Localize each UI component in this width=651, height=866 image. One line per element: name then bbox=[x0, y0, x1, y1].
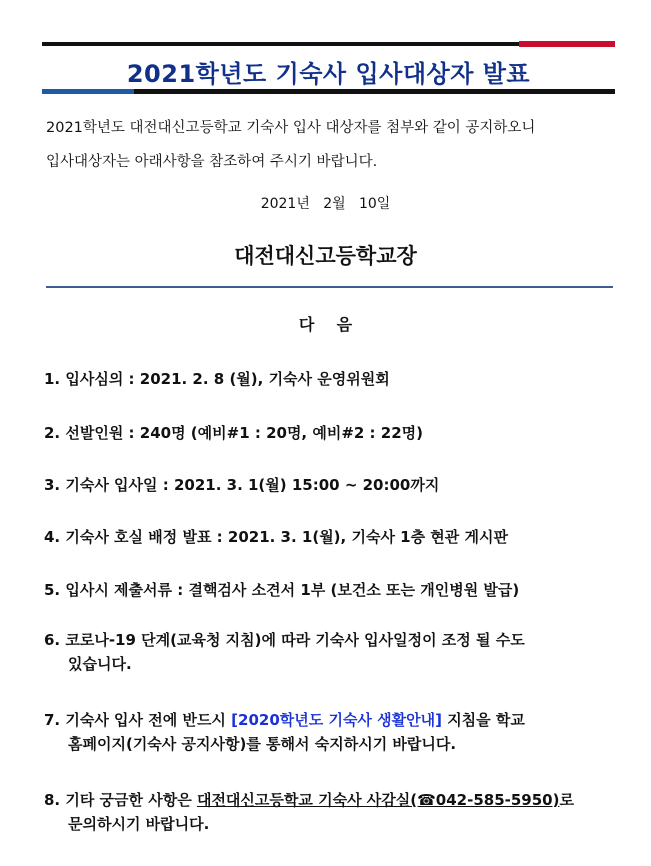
list-item-6-line-2: 있습니다. bbox=[68, 655, 132, 673]
section-divider bbox=[46, 286, 613, 288]
list-item-8-line-2: 문의하시기 바랍니다. bbox=[68, 815, 210, 833]
list-item-6-line-1: 6. 코로나-19 단계(교육청 지침)에 따라 기숙사 입사일정이 조정 될 수도 bbox=[44, 631, 525, 649]
dorm-office-contact: 대전대신고등학교 기숙사 사감실(☎042-585-5950) bbox=[196, 791, 560, 809]
list-item-5-text: 5. 입사시 제출서류 : 결핵검사 소견서 1부 (보건소 또는 개인병원 발급) bbox=[44, 581, 520, 599]
header-rule-accent-red bbox=[519, 41, 615, 47]
list-item-1 bbox=[44, 367, 614, 391]
list-item-3 bbox=[44, 473, 614, 497]
list-item-8-text-a: 8. 기타 궁금한 사항은 bbox=[44, 791, 197, 809]
list-item-3-text: 3. 기숙사 입사일 : 2021. 3. 1(월) 15:00 ~ 20:00까지 bbox=[44, 476, 440, 494]
intro-line-2: 입사대상자는 아래사항을 참조하여 주시기 바랍니다. bbox=[46, 154, 378, 170]
section-heading: 다 음 bbox=[298, 315, 353, 334]
list-item-1-text: 1. 입사심의 : 2021. 2. 8 (월), 기숙사 운영위원회 bbox=[44, 370, 390, 388]
list-item-5 bbox=[44, 578, 614, 602]
list-item-7 bbox=[44, 708, 614, 756]
intro-line-1: 2021학년도 대전대신고등학교 기숙사 입사 대상자를 첨부와 같이 공지하오니 bbox=[46, 120, 536, 136]
school-signature: 대전대신고등학교장 bbox=[234, 244, 417, 268]
header-rule-accent-blue bbox=[42, 89, 134, 94]
list-item-8 bbox=[44, 788, 614, 836]
dorm-guide-link[interactable]: [2020학년도 기숙사 생활안내] bbox=[231, 711, 442, 729]
list-item-8-text-b: 로 bbox=[559, 791, 574, 809]
page-title: 2021학년도 기숙사 입사대상자 발표 bbox=[126, 60, 531, 88]
list-item-2-text: 2. 선발인원 : 240명 (예비#1 : 20명, 예비#2 : 22명) bbox=[44, 424, 424, 442]
list-item-7-line-2: 홈페이지(기숙사 공지사항)를 통해서 숙지하시기 바랍니다. bbox=[68, 735, 457, 753]
list-item-7-text-a: 7. 기숙사 입사 전에 반드시 bbox=[44, 711, 232, 729]
list-item-4 bbox=[44, 525, 614, 549]
list-item-4-text: 4. 기숙사 호실 배정 발표 : 2021. 3. 1(월), 기숙사 1층 현관 게시판 bbox=[44, 528, 508, 546]
list-item-6 bbox=[44, 628, 614, 676]
list-item-7-text-b: 지침을 학교 bbox=[441, 711, 525, 729]
list-item-2 bbox=[44, 421, 614, 445]
announcement-date: 2021년 2월 10일 bbox=[260, 196, 391, 212]
